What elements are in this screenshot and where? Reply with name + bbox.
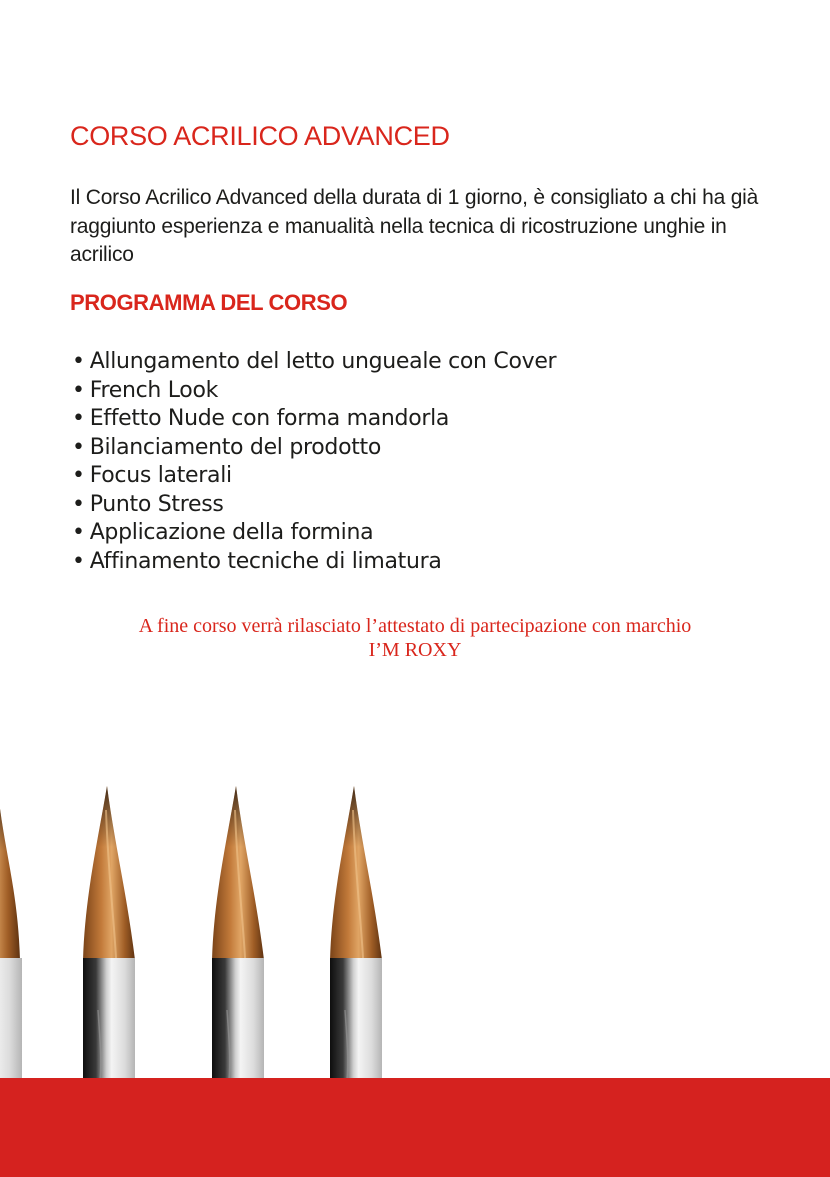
- nail-brush-icon: [330, 786, 382, 1080]
- bullet-icon: •: [72, 463, 85, 488]
- list-item: [72, 462, 556, 491]
- list-item-label: Punto Stress: [89, 491, 224, 517]
- brand-name: I’M ROXY: [368, 639, 462, 661]
- bullet-icon: •: [72, 491, 85, 517]
- bullet-icon: •: [72, 520, 85, 545]
- course-title: CORSO ACRILICO ADVANCED: [70, 121, 450, 151]
- nail-brush-icon: [0, 792, 22, 1078]
- nail-brush-icon: [83, 786, 135, 1080]
- bullet-icon: •: [72, 377, 85, 403]
- list-item: [72, 491, 556, 520]
- certificate-line: A fine corso verrà rilasciato l’attestato di partecipazione con marchio: [138, 615, 692, 637]
- list-item: [72, 434, 556, 463]
- list-item-label: Allungamento del letto ungueale con Cover: [89, 349, 557, 374]
- list-item-label: French Look: [89, 377, 219, 403]
- bullet-icon: •: [72, 548, 85, 574]
- course-intro: Il Corso Acrilico Advanced della durata di 1 giorno, è consigliato a chi ha già raggiunto esperienza e manualità nella tecnica di ricostruzione unghie in acrilico: [70, 186, 759, 266]
- program-title: PROGRAMMA DEL CORSO: [70, 290, 348, 315]
- bullet-icon: •: [72, 406, 85, 431]
- list-item: [72, 377, 556, 406]
- list-item: [72, 348, 556, 377]
- list-item-label: Affinamento tecniche di limatura: [89, 548, 442, 574]
- list-item-label: Effetto Nude con forma mandorla: [89, 406, 450, 431]
- list-item-label: Focus laterali: [89, 463, 232, 488]
- list-item: [72, 519, 556, 548]
- bullet-icon: •: [72, 434, 85, 460]
- bullet-icon: •: [72, 349, 85, 374]
- list-item-label: Applicazione della formina: [89, 520, 374, 545]
- list-item-label: Bilanciamento del prodotto: [89, 434, 382, 460]
- nail-brushes-illustration: [0, 770, 830, 1080]
- list-item: [72, 548, 556, 577]
- program-list: [72, 348, 556, 576]
- nail-brush-icon: [212, 786, 264, 1080]
- footer-bar: [0, 1078, 830, 1177]
- list-item: [72, 405, 556, 434]
- certificate-note: [0, 614, 830, 662]
